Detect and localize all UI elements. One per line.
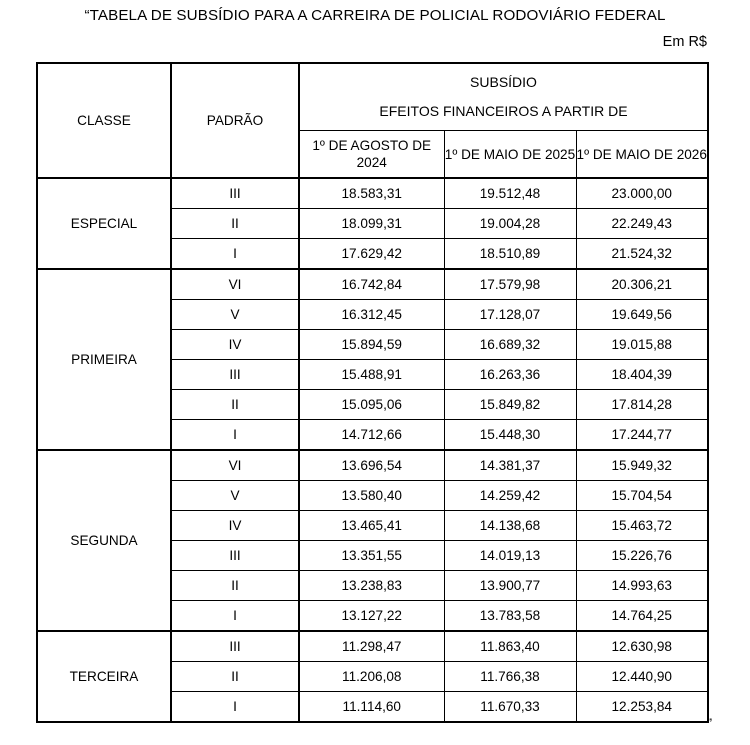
cell-value-3: 22.249,43 [576,209,708,239]
cell-value-1: 11.298,47 [299,631,444,662]
currency-unit-label: Em R$ [662,34,707,50]
cell-value-3: 15.226,76 [576,541,708,571]
cell-value-3: 17.814,28 [576,390,708,420]
currency-note-container [663,32,707,52]
cell-padrao: I [171,239,299,270]
cell-value-1: 15.488,91 [299,360,444,390]
column-header-subsidio-group [299,63,708,131]
table-body [37,178,708,722]
cell-padrao: V [171,300,299,330]
cell-value-2: 17.128,07 [444,300,576,330]
title-container [0,6,750,26]
cell-value-2: 11.766,38 [444,662,576,692]
cell-padrao: III [171,360,299,390]
cell-value-2: 13.783,58 [444,601,576,632]
cell-value-3: 19.649,56 [576,300,708,330]
cell-value-3: 12.440,90 [576,662,708,692]
cell-value-1: 13.238,83 [299,571,444,601]
cell-value-1: 15.095,06 [299,390,444,420]
cell-padrao: I [171,601,299,632]
column-header-classe: CLASSE [37,63,171,178]
cell-value-3: 20.306,21 [576,269,708,300]
cell-padrao: IV [171,511,299,541]
cell-padrao: III [171,541,299,571]
cell-value-1: 13.465,41 [299,511,444,541]
cell-value-3: 19.015,88 [576,330,708,360]
cell-classe: SEGUNDA [37,450,171,631]
page-title: “TABELA DE SUBSÍDIO PARA A CARREIRA DE POLICIAL RODOVIÁRIO FEDERAL [84,7,666,24]
cell-value-1: 13.580,40 [299,481,444,511]
cell-value-3: 14.993,63 [576,571,708,601]
table-row [37,631,708,662]
cell-value-1: 13.127,22 [299,601,444,632]
cell-value-2: 14.381,37 [444,450,576,481]
table-header [37,63,708,178]
cell-value-1: 13.696,54 [299,450,444,481]
cell-value-1: 11.114,60 [299,692,444,723]
cell-value-3: 18.404,39 [576,360,708,390]
header-row-primary [37,63,708,131]
cell-value-3: 12.253,84 [576,692,708,723]
cell-padrao: I [171,692,299,723]
cell-value-1: 14.712,66 [299,420,444,451]
cell-value-2: 19.004,28 [444,209,576,239]
cell-classe: PRIMEIRA [37,269,171,450]
column-header-date-1: 1º DE AGOSTO DE 2024 [299,131,444,179]
cell-value-2: 14.259,42 [444,481,576,511]
cell-value-1: 15.894,59 [299,330,444,360]
cell-padrao: II [171,662,299,692]
cell-value-1: 18.583,31 [299,178,444,209]
cell-padrao: V [171,481,299,511]
cell-padrao: III [171,631,299,662]
cell-value-1: 16.742,84 [299,269,444,300]
cell-value-2: 11.670,33 [444,692,576,723]
cell-value-3: 15.949,32 [576,450,708,481]
column-header-padrao: PADRÃO [171,63,299,178]
cell-padrao: II [171,571,299,601]
cell-padrao: I [171,420,299,451]
cell-value-3: 15.704,54 [576,481,708,511]
cell-value-2: 16.689,32 [444,330,576,360]
subsidy-table-container [36,62,707,723]
cell-value-2: 19.512,48 [444,178,576,209]
cell-value-2: 18.510,89 [444,239,576,270]
closing-quote-mark: ” [707,715,712,731]
cell-value-2: 17.579,98 [444,269,576,300]
cell-padrao: IV [171,330,299,360]
cell-padrao: III [171,178,299,209]
cell-value-2: 15.849,82 [444,390,576,420]
cell-value-2: 14.138,68 [444,511,576,541]
efeitos-financeiros-label: EFEITOS FINANCEIROS A PARTIR DE [379,103,628,119]
cell-value-2: 13.900,77 [444,571,576,601]
subsidy-table [36,62,709,723]
table-row [37,178,708,209]
column-header-date-2: 1º DE MAIO DE 2025 [444,131,576,179]
cell-classe: TERCEIRA [37,631,171,722]
cell-padrao: VI [171,450,299,481]
cell-padrao: VI [171,269,299,300]
cell-value-1: 18.099,31 [299,209,444,239]
table-row [37,450,708,481]
cell-value-3: 12.630,98 [576,631,708,662]
cell-value-3: 14.764,25 [576,601,708,632]
cell-padrao: II [171,209,299,239]
subsidio-label: SUBSÍDIO [470,74,537,90]
cell-value-3: 21.524,32 [576,239,708,270]
cell-value-3: 17.244,77 [576,420,708,451]
cell-classe: ESPECIAL [37,178,171,269]
table-row [37,269,708,300]
cell-value-2: 16.263,36 [444,360,576,390]
column-header-date-3: 1º DE MAIO DE 2026 [576,131,708,179]
cell-value-1: 13.351,55 [299,541,444,571]
cell-value-2: 15.448,30 [444,420,576,451]
cell-value-2: 11.863,40 [444,631,576,662]
cell-value-1: 16.312,45 [299,300,444,330]
cell-value-1: 11.206,08 [299,662,444,692]
cell-value-3: 15.463,72 [576,511,708,541]
cell-value-1: 17.629,42 [299,239,444,270]
cell-value-2: 14.019,13 [444,541,576,571]
cell-value-3: 23.000,00 [576,178,708,209]
cell-padrao: II [171,390,299,420]
